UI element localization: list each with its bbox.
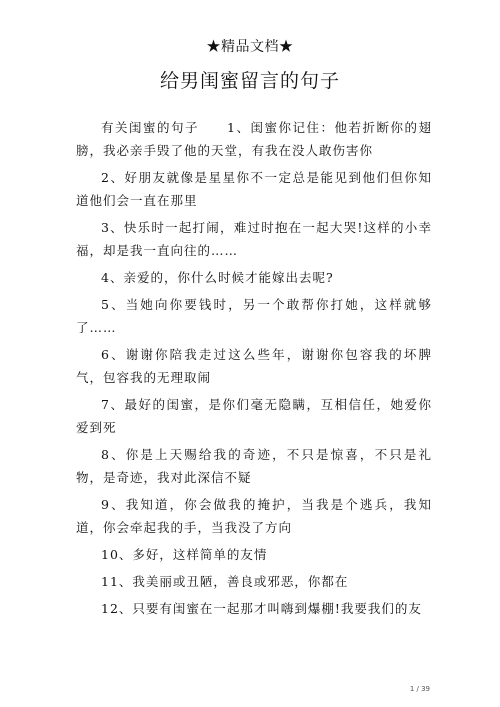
paragraph: 2、好朋友就像是星星你不一定总是能见到他们但你知道他们会一直在那里: [76, 169, 432, 208]
paragraph: 12、只要有闺蜜在一起那才叫嗨到爆棚!我要我们的友: [101, 601, 422, 617]
paragraph: 11、我美丽或丑陋，善良或邪恶，你都在: [101, 574, 349, 590]
paragraph: 5、当她向你要钱时，另一个敢帮你打她，这样就够了……: [76, 297, 432, 335]
paragraph: 8、你是上天赐给我的奇迹，不只是惊喜，不只是礼物，是奇迹，我对此深信不疑: [76, 447, 432, 485]
paragraph: 10、多好，这样简单的友情: [101, 547, 268, 563]
page-number: 1 / 39: [409, 685, 430, 693]
paragraph: 有关闺蜜的句子 1、闺蜜你记住：他若折断你的翅膀，我必亲手毁了他的天堂，有我在没人敢伤害你: [76, 120, 432, 158]
paragraph: 4、亲爱的，你什么时候才能嫁出去呢?: [101, 269, 334, 285]
paragraph: 6、谢谢你陪我走过这么些年，谢谢你包容我的坏脾气，包容我的无理取闹: [76, 347, 432, 385]
header-label: ★精品文档★: [206, 39, 294, 55]
paragraph: 7、最好的闺蜜，是你们毫无隐瞒，互相信任，她爱你爱到死: [76, 397, 432, 435]
document-body: [76, 117, 432, 626]
document-title: 给男闺蜜留言的句子: [159, 70, 340, 92]
paragraph: 9、我知道，你会做我的掩护，当我是个逃兵，我知道，你会牵起我的手，当我没了方向: [76, 497, 432, 535]
paragraph: 3、快乐时一起打闹，难过时抱在一起大哭!这样的小幸福，却是我一直向往的……: [76, 219, 432, 258]
